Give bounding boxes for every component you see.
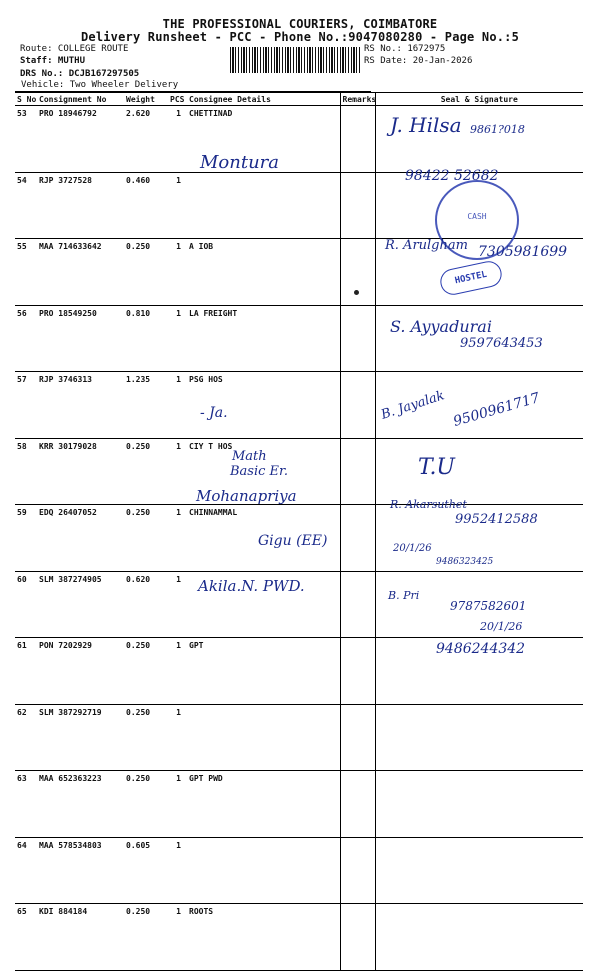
row-pcs: 1 — [168, 438, 187, 505]
row-remarks — [340, 638, 375, 705]
ink-dot — [354, 290, 359, 295]
row-signature — [375, 305, 583, 372]
row-pcs: 1 — [168, 239, 187, 306]
row-weight: 0.250 — [124, 904, 168, 971]
row-remarks — [340, 106, 375, 173]
col-pcs: PCS — [168, 93, 187, 106]
row-consignment: MAA 714633642 — [37, 239, 124, 306]
row-consignment: EDQ 26407052 — [37, 505, 124, 572]
r61-note-1: Math — [232, 449, 267, 464]
row-pcs: 1 — [168, 904, 187, 971]
table-row — [15, 305, 583, 372]
row-remarks — [340, 305, 375, 372]
r60-signature: B. Jayalak — [379, 388, 447, 423]
row-signature — [375, 704, 583, 771]
round-stamp: CASH — [435, 180, 519, 260]
row-remarks — [340, 172, 375, 239]
row-remarks — [340, 771, 375, 838]
r60-dash: - Ja. — [200, 405, 228, 421]
table-row — [15, 372, 583, 439]
route-label: Route: COLLEGE ROUTE — [20, 44, 129, 54]
table-row — [15, 571, 583, 638]
row-consignment: PRO 18946792 — [37, 106, 124, 173]
row-consignee: GPT — [187, 638, 340, 705]
col-consignment: Consignment No — [37, 93, 124, 106]
r53-phone: 9861?018 — [470, 123, 525, 136]
table-row — [15, 438, 583, 505]
row-sno: 57 — [15, 372, 37, 439]
row-sno: 62 — [15, 704, 37, 771]
r54-name: Montura — [200, 152, 280, 173]
staff-label: Staff: MUTHU — [20, 56, 86, 66]
row-signature — [375, 571, 583, 638]
row-weight: 1.235 — [124, 372, 168, 439]
row-consignment: SLM 387292719 — [37, 704, 124, 771]
rs-date: RS Date: 20-Jan-2026 — [364, 56, 473, 66]
vehicle-label: Vehicle: Two Wheeler Delivery — [15, 80, 371, 92]
row-pcs: 1 — [168, 372, 187, 439]
row-weight: 0.810 — [124, 305, 168, 372]
r64-phone: 9787582601 — [450, 599, 527, 613]
row-sno: 59 — [15, 505, 37, 572]
row-weight: 0.605 — [124, 837, 168, 904]
r62-name: Mohanapriya — [196, 487, 297, 505]
table-row — [15, 505, 583, 572]
row-pcs: 1 — [168, 305, 187, 372]
row-weight: 0.250 — [124, 505, 168, 572]
row-weight: 0.250 — [124, 438, 168, 505]
r63-phone: 9486323425 — [436, 557, 494, 567]
row-weight: 0.250 — [124, 638, 168, 705]
r54-phone: 98422 52682 — [405, 168, 499, 184]
row-consignee — [187, 172, 340, 239]
row-weight: 0.250 — [124, 239, 168, 306]
row-weight: 0.250 — [124, 771, 168, 838]
row-signature — [375, 837, 583, 904]
row-consignee — [187, 704, 340, 771]
row-sno: 63 — [15, 771, 37, 838]
row-sno: 61 — [15, 638, 37, 705]
row-signature — [375, 771, 583, 838]
r63-date: 20/1/26 — [393, 543, 432, 554]
col-signature: Seal & Signature — [375, 93, 583, 106]
row-consignee: PSG HOS — [187, 372, 340, 439]
row-consignee: ROOTS — [187, 904, 340, 971]
r53-signature: J. Hilsa — [390, 113, 462, 137]
row-weight: 0.250 — [124, 704, 168, 771]
row-consignment: PRO 18549250 — [37, 305, 124, 372]
r56-signature: R. Arulgham — [385, 238, 468, 253]
row-weight: 0.620 — [124, 571, 168, 638]
col-remarks: Remarks — [340, 93, 375, 106]
table-row — [15, 904, 583, 971]
table-header-row — [15, 93, 583, 106]
row-remarks — [340, 505, 375, 572]
row-consignee: CHETTINAD — [187, 106, 340, 173]
row-consignee: A IOB — [187, 239, 340, 306]
company-title: THE PROFESSIONAL COURIERS, COIMBATORE — [162, 17, 438, 31]
row-pcs: 1 — [168, 638, 187, 705]
row-sno: 64 — [15, 837, 37, 904]
table-row — [15, 638, 583, 705]
table-row — [15, 704, 583, 771]
row-consignee: CHINNAMMAL — [187, 505, 340, 572]
row-remarks — [340, 438, 375, 505]
row-sno: 60 — [15, 571, 37, 638]
table-row — [15, 837, 583, 904]
row-sno: 54 — [15, 172, 37, 239]
row-sno: 53 — [15, 106, 37, 173]
row-signature — [375, 638, 583, 705]
row-pcs: 1 — [168, 571, 187, 638]
row-consignment: PON 7202929 — [37, 638, 124, 705]
row-consignment: KDI 884184 — [37, 904, 124, 971]
r62-phone: 9952412588 — [455, 512, 538, 527]
row-pcs: 1 — [168, 837, 187, 904]
col-consignee: Consignee Details — [187, 93, 340, 106]
row-consignee — [187, 571, 340, 638]
r61-note-2: Basic Er. — [230, 464, 288, 479]
row-consignment: MAA 578534803 — [37, 837, 124, 904]
row-remarks — [340, 837, 375, 904]
row-pcs: 1 — [168, 704, 187, 771]
row-pcs: 1 — [168, 106, 187, 173]
hostel-stamp: HOSTEL — [438, 259, 504, 297]
r58-phone: 9597643453 — [460, 336, 543, 351]
row-consignment: MAA 652363223 — [37, 771, 124, 838]
row-sno: 58 — [15, 438, 37, 505]
r65-signature: 20/1/26 — [480, 620, 523, 633]
row-sno: 65 — [15, 904, 37, 971]
table-row — [15, 771, 583, 838]
r65-phone: 9486244342 — [436, 641, 526, 657]
col-weight: Weight — [124, 93, 168, 106]
row-consignment: RJP 3746313 — [37, 372, 124, 439]
r56-phone: 7305981699 — [478, 244, 568, 260]
row-consignment: KRR 30179028 — [37, 438, 124, 505]
row-weight: 0.460 — [124, 172, 168, 239]
r58-signature: S. Ayyadurai — [390, 317, 492, 336]
rs-number: RS No.: 1672975 — [364, 44, 446, 54]
r62-signature: R. Akarsuthet — [390, 498, 467, 511]
row-remarks — [340, 571, 375, 638]
r63-note: Gigu (EE) — [258, 533, 328, 549]
row-pcs: 1 — [168, 771, 187, 838]
drs-number: DRS No.: DCJB167297505 — [20, 69, 140, 79]
r64-name: Akila.N. PWD. — [198, 577, 305, 595]
row-pcs: 1 — [168, 505, 187, 572]
row-remarks — [340, 239, 375, 306]
row-pcs: 1 — [168, 172, 187, 239]
col-sno: S No — [17, 94, 37, 104]
row-signature — [375, 372, 583, 439]
row-sno: 56 — [15, 305, 37, 372]
row-weight: 2.620 — [124, 106, 168, 173]
row-consignee: GPT PWD — [187, 771, 340, 838]
row-signature — [375, 505, 583, 572]
row-remarks — [340, 704, 375, 771]
row-signature — [375, 438, 583, 505]
row-consignment: RJP 3727528 — [37, 172, 124, 239]
r60-phone: 9500961717 — [451, 390, 542, 430]
row-consignment: SLM 387274905 — [37, 571, 124, 638]
barcode — [230, 47, 360, 73]
row-signature — [375, 106, 583, 173]
runsheet-subtitle: Delivery Runsheet - PCC - Phone No.:9047080280 - Page No.:5 — [80, 30, 520, 44]
row-remarks — [340, 372, 375, 439]
row-remarks — [340, 904, 375, 971]
row-signature — [375, 904, 583, 971]
row-sno: 55 — [15, 239, 37, 306]
row-consignee — [187, 837, 340, 904]
row-consignee: LA FREIGHT — [187, 305, 340, 372]
r61-signature: T.U — [418, 455, 455, 480]
row-consignee: CIY T HOS — [187, 438, 340, 505]
r64-signature: B. Pri — [388, 589, 420, 602]
table-row — [15, 106, 583, 173]
